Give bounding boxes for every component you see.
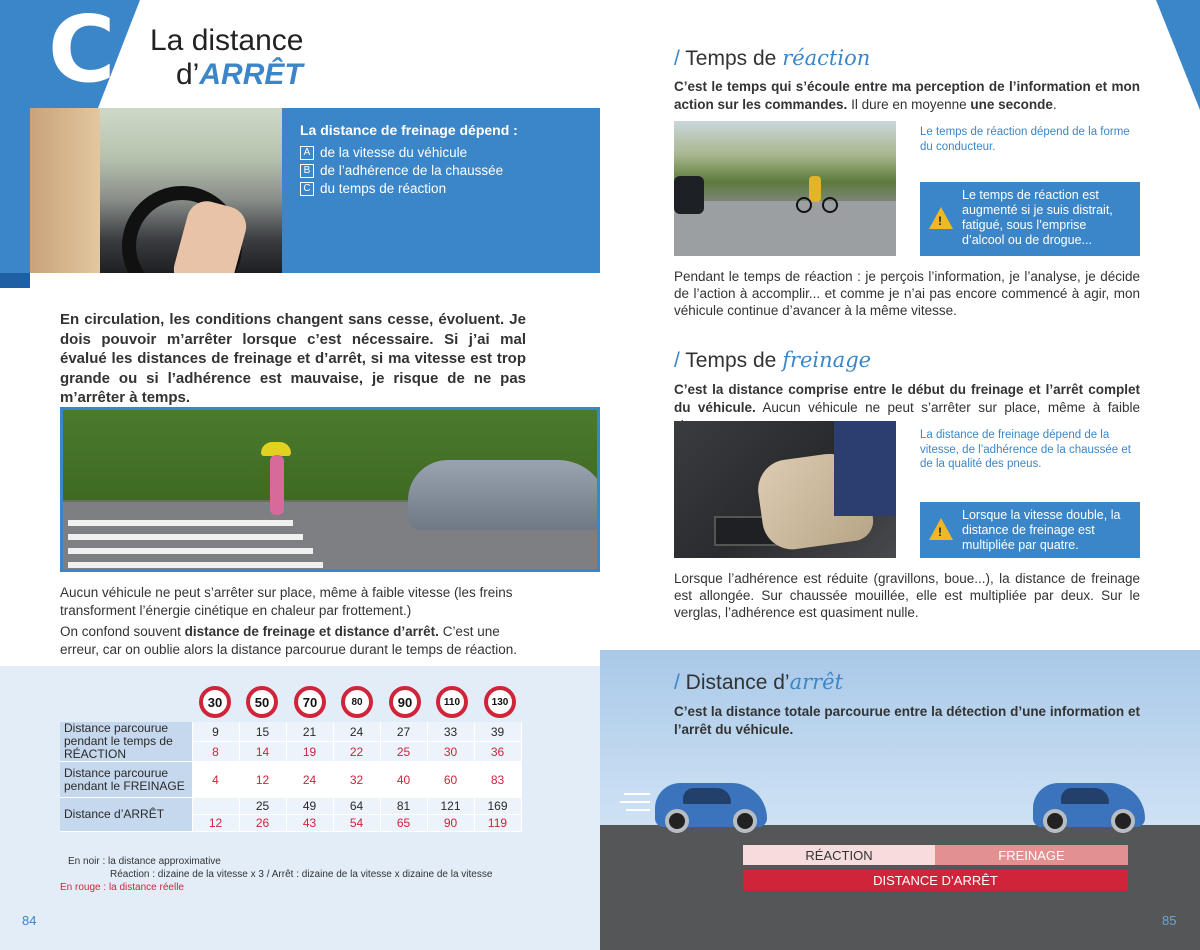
- lead-bold: C’est le temps qui s’écoule entre ma perception de l’information et mon action sur les commandes.: [674, 79, 1140, 112]
- car-stop-icon: [1033, 783, 1145, 827]
- reaction-bar: RÉACTION: [743, 845, 935, 865]
- factor-item: [300, 181, 590, 196]
- table-cell: 27: [380, 722, 427, 742]
- title-script: réaction: [782, 46, 871, 70]
- table-cell: 119: [474, 815, 521, 832]
- table-cell: 22: [333, 742, 380, 762]
- pedestrian-crossing-photo: [60, 407, 600, 572]
- warning-text: Lorsque la vitesse double, la distance de freinage est multipliée par quatre.: [962, 508, 1121, 552]
- factor-letter: C: [300, 182, 314, 196]
- table-cell: 8: [192, 742, 239, 762]
- motion-line: [626, 809, 650, 811]
- braking-side-note: La distance de freinage dépend de la vitesse, de l’adhérence de la chaussée et de la qualité des pneus.: [920, 429, 1131, 470]
- legend-black-label: En noir :: [68, 856, 106, 867]
- speed-sign-110: 110: [436, 686, 468, 718]
- reaction-lead: [674, 78, 1140, 114]
- section-title-braking: / Temps de freinage: [674, 348, 872, 372]
- row-label-braking: Distance parcourue pendant le FREINAGE: [60, 762, 192, 798]
- table-cell: 40: [380, 762, 427, 798]
- stop-lead: C’est la distance totale parcourue entre la détection d’une information et l’arrêt du véhicule.: [674, 704, 1140, 737]
- table-cell: 90: [427, 815, 474, 832]
- braking-bar: FREINAGE: [935, 845, 1128, 865]
- motion-line: [624, 793, 650, 795]
- title-prefix: Temps de: [685, 349, 783, 372]
- title-prefix: Temps de: [685, 47, 783, 70]
- page-title-line2: [176, 58, 303, 92]
- note-text: On confond souvent: [60, 624, 185, 639]
- braking-warning-box: ! Lorsque la vitesse double, la distance de freinage est multipliée par quatre.: [920, 502, 1140, 558]
- title-prefix: Distance d’: [685, 671, 790, 694]
- table-cell: 24: [333, 722, 380, 742]
- chapter-letter: C: [48, 0, 116, 103]
- table-cell: 9: [192, 722, 239, 742]
- table-cell: 60: [427, 762, 474, 798]
- table-cell: 25: [239, 798, 286, 815]
- table-cell: 32: [333, 762, 380, 798]
- photo-caption: Aucun véhicule ne peut s’arrêter sur place, même à faible vitesse (les freins transforment l’énergie cinétique en chaleur par frottement.): [60, 585, 513, 618]
- car-start-icon: [655, 783, 767, 827]
- table-row: [60, 798, 521, 815]
- stopping-distance-bar: DISTANCE D’ARRÊT: [743, 870, 1128, 891]
- table-cell: 19: [286, 742, 333, 762]
- table-cell: 43: [286, 815, 333, 832]
- pedal-photo: [674, 421, 896, 558]
- table-cell: 33: [427, 722, 474, 742]
- table-cell: 169: [474, 798, 521, 815]
- table-cell: 64: [333, 798, 380, 815]
- factor-item: [300, 145, 590, 160]
- lead-text: Aucun véhicule ne peut s’arrêter sur place, même à faible: [762, 400, 1140, 415]
- speed-sign-80: 80: [341, 686, 373, 718]
- distance-table: [60, 722, 522, 832]
- factor-text: du temps de réaction: [320, 181, 447, 196]
- legend-red-text: la distance réelle: [108, 882, 184, 893]
- title-script: freinage: [782, 348, 872, 372]
- title-prefix: d’: [176, 58, 200, 91]
- page-number: 84: [22, 913, 37, 928]
- page-number: 85: [1162, 913, 1177, 928]
- table-row: [60, 762, 521, 798]
- reaction-warning-box: ! Le temps de réaction est augmenté si je suis distrait, fatigué, sous l’emprise d’alcool ou de drogue...: [920, 182, 1140, 256]
- table-cell: 54: [333, 815, 380, 832]
- reaction-body: Pendant le temps de réaction : je perçois l’information, je l’analyse, je décide de l’action à accomplir... et comme je n’ai pas encore commencé à agir, mon véhicule continue d’avancer à la même vitesse.: [674, 269, 1140, 318]
- motion-line: [620, 801, 650, 803]
- title-script: arrêt: [789, 670, 844, 694]
- table-cell: 81: [380, 798, 427, 815]
- factor-letter: B: [300, 164, 314, 178]
- row-label-reaction: Distance parcourue pendant le temps de RÉACTION: [60, 722, 192, 762]
- driver-photo: [30, 108, 282, 273]
- warning-text: Le temps de réaction est augmenté si je suis distrait, fatigué, sous l’emprise d’alcool ou de drogue...: [962, 188, 1113, 247]
- factor-text: de la vitesse du véhicule: [320, 145, 468, 160]
- table-cell: 12: [239, 762, 286, 798]
- lead-bold: une seconde: [970, 97, 1053, 112]
- note-text: C’est une erreur, car on oublie alors la distance parcourue durant le temps de réaction.: [60, 624, 518, 657]
- table-cell: 12: [192, 815, 239, 832]
- lead-bold: C’est la distance comprise entre le début du freinage et l’arrêt complet du véhicule.: [674, 382, 1140, 415]
- table-cell: 21: [286, 722, 333, 742]
- table-cell: [192, 798, 239, 815]
- table-legend: [60, 855, 492, 894]
- note-bold: distance de freinage et distance d’arrêt.: [184, 624, 439, 639]
- table-cell: 39: [474, 722, 521, 742]
- factor-item: [300, 163, 590, 178]
- factor-letter: A: [300, 146, 314, 160]
- speed-sign-90: 90: [389, 686, 421, 718]
- speed-sign-130: 130: [484, 686, 516, 718]
- corner-shape: [1156, 0, 1200, 110]
- page-title-line1: La distance: [150, 24, 304, 57]
- speed-sign-70: 70: [294, 686, 326, 718]
- legend-red-label: En rouge :: [60, 882, 107, 893]
- legend-formula: Réaction : dizaine de la vitesse x 3 / Arrêt : dizaine de la vitesse x dizaine de la vitesse: [110, 869, 493, 880]
- braking-body: Lorsque l’adhérence est réduite (gravillons, boue...), la distance de freinage est allongée. Sur chaussée mouillée, elle est multipliée par deux. Sur le verglas, l’adhérence est quasiment nulle.: [674, 571, 1140, 620]
- table-cell: 4: [192, 762, 239, 798]
- table-cell: 121: [427, 798, 474, 815]
- speed-sign-50: 50: [246, 686, 278, 718]
- table-cell: 83: [474, 762, 521, 798]
- lead-text: .: [1052, 97, 1057, 112]
- table-cell: 15: [239, 722, 286, 742]
- factor-text: de l’adhérence de la chaussée: [320, 163, 504, 178]
- table-cell: 24: [286, 762, 333, 798]
- row-label-stop: Distance d’ARRÊT: [60, 798, 192, 832]
- section-title-reaction: / Temps de réaction: [674, 46, 871, 70]
- table-cell: 14: [239, 742, 286, 762]
- table-cell: 25: [380, 742, 427, 762]
- cyclist-road-photo: [674, 121, 896, 256]
- lead-text: Il dure en moyenne: [847, 97, 971, 112]
- table-row: [60, 722, 521, 742]
- title-accent: ARRÊT: [199, 58, 303, 91]
- speed-sign-30: 30: [199, 686, 231, 718]
- legend-black-text: la distance approximative: [108, 856, 221, 867]
- section-title-stop: / Distance d’arrêt: [674, 670, 844, 694]
- intro-paragraph: En circulation, les conditions changent sans cesse, évoluent. Je dois pouvoir m’arrêter lorsque c’est nécessaire. Si j’ai mal évalué les distances de freinage et d’arrêt, si ma vitesse est trop grande ou si l’adhérence est mauvaise, je risque de ne pas m’arrêter à temps.: [60, 311, 526, 406]
- table-cell: 30: [427, 742, 474, 762]
- table-cell: 49: [286, 798, 333, 815]
- table-cell: 65: [380, 815, 427, 832]
- braking-factors-title: La distance de freinage dépend :: [300, 122, 518, 138]
- reaction-side-note: Le temps de réaction dépend de la forme du conducteur.: [920, 126, 1130, 153]
- table-cell: 36: [474, 742, 521, 762]
- table-cell: 26: [239, 815, 286, 832]
- braking-factors-box: [300, 122, 590, 199]
- confusion-note: [60, 623, 530, 659]
